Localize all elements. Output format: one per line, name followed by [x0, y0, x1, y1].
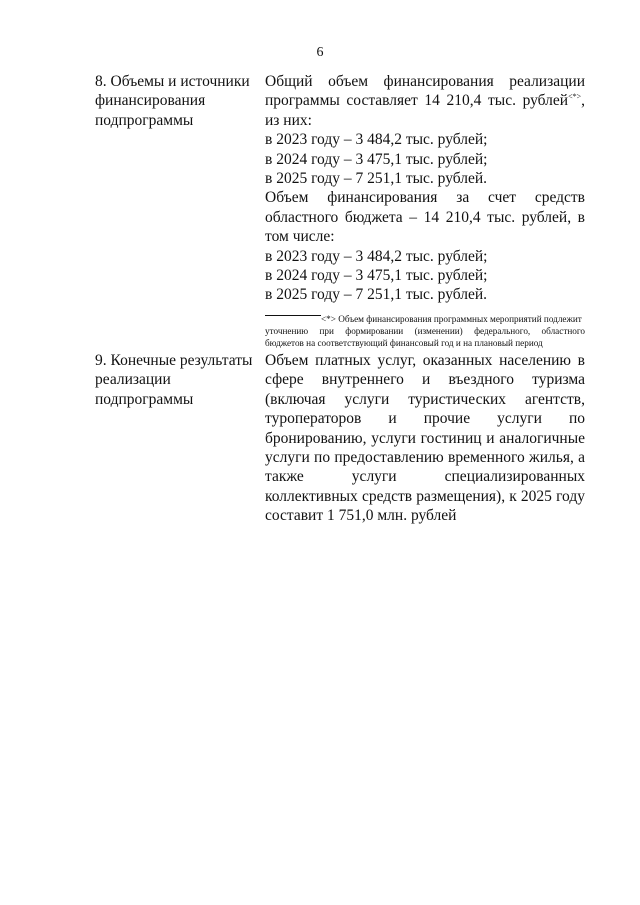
section-8-label-line: подпрограммы [95, 111, 194, 129]
results-line: (включая услуги туристических агентств, [265, 390, 585, 408]
regional-budget-line: том числе: [265, 228, 335, 246]
section-9-label-line: реализации [95, 371, 171, 389]
year-amount: в 2023 году – 3 484,2 тыс. рублей; [265, 131, 488, 149]
financing-total-line: из них: [265, 111, 312, 129]
regional-budget-line: областного бюджета – 14 210,4 тыс. рублей, в [265, 208, 585, 226]
results-line: услуги по предоставлению временного жилья, а [265, 449, 585, 467]
results-line: также услуги специализированных [265, 468, 585, 486]
regional-budget-line: Объем финансирования за счет средств [265, 189, 585, 207]
year-amount: в 2025 году – 7 251,1 тыс. рублей. [265, 170, 488, 188]
year-amount: в 2024 году – 3 475,1 тыс. рублей; [265, 267, 488, 285]
section-9-label-line: подпрограммы [95, 390, 194, 408]
year-amount: в 2025 году – 7 251,1 тыс. рублей. [265, 286, 488, 304]
section-8-content [265, 72, 585, 349]
results-line: сфере внутреннего и въездного туризма [265, 371, 585, 389]
page-number: 6 [316, 45, 324, 60]
footnote-line: уточнению при формировании (изменении) федерального, областного [265, 325, 585, 336]
financing-total-line: программы составляет 14 210,4 тыс. рублей<*>, [265, 92, 585, 110]
footnote-mark: <*> [568, 92, 582, 102]
section-8-label-line: 8. Объемы и источники [95, 73, 250, 90]
section-9-label [95, 351, 261, 409]
footnote-line: бюджетов на соответствующий финансовый год и на плановый период [265, 337, 543, 348]
financing-total-line: Общий объем финансирования реализации [265, 73, 585, 90]
section-9-label-line: 9. Конечные результаты [95, 352, 253, 369]
section-8-label [95, 72, 261, 130]
year-amount: в 2023 году – 3 484,2 тыс. рублей; [265, 247, 488, 265]
year-amount: в 2024 году – 3 475,1 тыс. рублей; [265, 150, 488, 168]
results-line: Объем платных услуг, оказанных населению в [265, 352, 585, 369]
results-line: составит 1 751,0 млн. рублей [265, 507, 457, 525]
results-line: туроператоров и прочие услуги по [265, 410, 585, 428]
section-financing [95, 72, 585, 349]
section-results [95, 351, 585, 526]
results-line: коллективных средств размещения), к 2025 году [265, 487, 585, 505]
section-9-content [265, 351, 585, 526]
section-8-label-line: финансирования [95, 92, 206, 110]
footnote [265, 313, 585, 349]
footnote-line: <*> Объем финансирования программных мероприятий подлежит [321, 313, 582, 324]
results-line: бронированию, услуги гостиниц и аналогичные [265, 429, 585, 447]
